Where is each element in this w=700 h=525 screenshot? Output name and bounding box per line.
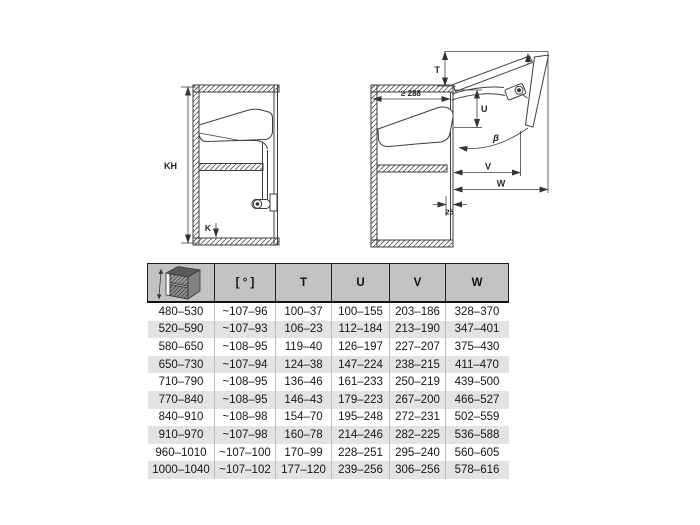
cell-u-range: 179–223 xyxy=(332,391,390,409)
cell-u-range: 112–184 xyxy=(332,321,390,339)
header-w: W xyxy=(446,264,509,303)
door-bracket xyxy=(270,194,277,211)
cell-t-range: 170–99 xyxy=(276,444,332,462)
header-angle: [ ° ] xyxy=(215,264,276,303)
cell-w-range: 578–616 xyxy=(446,461,509,479)
cell-kh-range: 960–1010 xyxy=(148,444,215,462)
table-row xyxy=(148,461,509,479)
door-front-panel xyxy=(526,55,549,127)
v-dimension xyxy=(454,131,521,176)
table-row xyxy=(148,409,509,427)
header-t: T xyxy=(276,264,332,303)
cell-u-range: 228–251 xyxy=(332,444,390,462)
cabinet-carcass xyxy=(193,85,279,245)
lift-mechanism xyxy=(199,109,277,211)
shelf xyxy=(199,164,263,171)
cell-v-range: 272–231 xyxy=(390,409,446,427)
cell-v-range: 267–200 xyxy=(390,391,446,409)
cell-w-range: 466–527 xyxy=(446,391,509,409)
header-v: V xyxy=(390,264,446,303)
min-depth-label: ≥ 288 xyxy=(401,89,421,98)
cell-kh-range: 650–730 xyxy=(148,356,215,374)
cell-kh-range: 1000–1040 xyxy=(148,461,215,479)
cell-angle-range: ~108–95 xyxy=(215,338,276,356)
cell-t-range: 106–23 xyxy=(276,321,332,339)
cell-t-range: 119–40 xyxy=(276,338,332,356)
cell-kh-range: 840–910 xyxy=(148,409,215,427)
cell-angle-range: ~107–100 xyxy=(215,444,276,462)
closed-cabinet-diagram xyxy=(164,85,279,245)
kh-dimension xyxy=(164,87,196,243)
cell-kh-range: 480–530 xyxy=(148,302,215,321)
cell-v-range: 238–215 xyxy=(390,356,446,374)
v-label: V xyxy=(484,161,492,172)
k-label: K xyxy=(204,223,211,233)
cell-t-range: 136–46 xyxy=(276,373,332,391)
cell-kh-range: 910–970 xyxy=(148,426,215,444)
dimension-table xyxy=(147,263,508,479)
cell-v-range: 227–207 xyxy=(390,338,446,356)
cell-t-range: 154–70 xyxy=(276,409,332,427)
cabinet-height-icon xyxy=(153,265,209,301)
table-row xyxy=(148,373,509,391)
shelf-open xyxy=(377,165,447,172)
cell-angle-range: ~107–96 xyxy=(215,302,276,321)
table-row xyxy=(148,391,509,409)
angle-beta-arc xyxy=(459,128,528,148)
cell-v-range: 306–256 xyxy=(390,461,446,479)
cell-v-range: 203–186 xyxy=(390,302,446,321)
cell-kh-range: 580–650 xyxy=(148,338,215,356)
table-row xyxy=(148,356,509,374)
table-row xyxy=(148,426,509,444)
t-label: T xyxy=(434,65,440,75)
kh-label: KH xyxy=(164,161,177,171)
beta-label: β xyxy=(493,133,499,144)
cell-u-range: 195–248 xyxy=(332,409,390,427)
cell-w-range: 375–430 xyxy=(446,338,509,356)
cell-w-range: 439–500 xyxy=(446,373,509,391)
cell-w-range: 347–401 xyxy=(446,321,509,339)
k-dimension xyxy=(205,223,216,237)
cell-w-range: 536–588 xyxy=(446,426,509,444)
cell-t-range: 177–120 xyxy=(276,461,332,479)
cell-w-range: 502–559 xyxy=(446,409,509,427)
cell-w-range: 560–605 xyxy=(446,444,509,462)
w-label: W xyxy=(496,178,506,189)
cell-kh-range: 770–840 xyxy=(148,391,215,409)
lift-mechanism-open xyxy=(378,107,453,147)
open-cabinet-diagram xyxy=(371,52,549,248)
cell-angle-range: ~108–98 xyxy=(215,409,276,427)
table-row xyxy=(148,321,509,339)
cell-t-range: 124–38 xyxy=(276,356,332,374)
cell-angle-range: ~108–95 xyxy=(215,391,276,409)
cell-t-range: 100–37 xyxy=(276,302,332,321)
cell-v-range: 295–240 xyxy=(390,444,446,462)
cell-angle-range: ~107–102 xyxy=(215,461,276,479)
cell-angle-range: ~107–94 xyxy=(215,356,276,374)
cell-kh-range: 520–590 xyxy=(148,321,215,339)
table-row xyxy=(148,444,509,462)
cell-u-range: 147–224 xyxy=(332,356,390,374)
cell-angle-range: ~107–98 xyxy=(215,426,276,444)
header-u: U xyxy=(332,264,390,303)
cell-t-range: 146–43 xyxy=(276,391,332,409)
cell-u-range: 239–256 xyxy=(332,461,390,479)
cell-u-range: 100–155 xyxy=(332,302,390,321)
cell-u-range: 214–246 xyxy=(332,426,390,444)
cell-u-range: 126–197 xyxy=(332,338,390,356)
cell-w-range: 328–370 xyxy=(446,302,509,321)
dimension-table-grid xyxy=(147,263,509,479)
table-row xyxy=(148,338,509,356)
header-cabinet-height xyxy=(148,264,215,303)
cell-v-range: 250–219 xyxy=(390,373,446,391)
cell-kh-range: 710–790 xyxy=(148,373,215,391)
cell-angle-range: ~108–95 xyxy=(215,373,276,391)
cell-v-range: 282–225 xyxy=(390,426,446,444)
cell-t-range: 160–78 xyxy=(276,426,332,444)
hinge-fitting xyxy=(504,83,526,100)
table-header-row xyxy=(148,264,509,303)
table-row xyxy=(148,302,509,321)
cell-v-range: 213–190 xyxy=(390,321,446,339)
technical-drawings xyxy=(0,0,700,262)
u-label: U xyxy=(481,104,488,114)
cell-w-range: 411–470 xyxy=(446,356,509,374)
offset-label: 25 xyxy=(445,207,454,217)
cell-u-range: 161–233 xyxy=(332,373,390,391)
cell-angle-range: ~107–93 xyxy=(215,321,276,339)
